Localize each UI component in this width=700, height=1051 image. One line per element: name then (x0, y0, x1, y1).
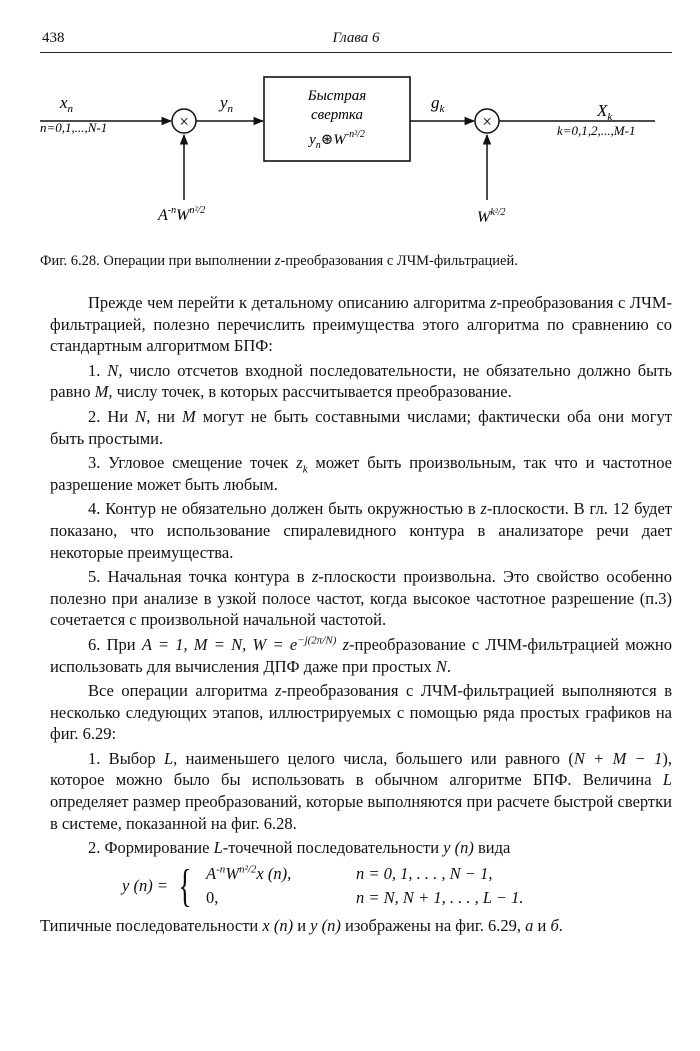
box-line-1: Быстрая (307, 88, 367, 104)
step-1: 1. Выбор L, наименьшего целого числа, большего или равного (N + M − 1), которое можно было бы использовать в обычном алгоритме БПФ. Величина L определяет размер преобразований, которые выполняются при расчете быстрой свертки в системе, показанной на фиг. 6.28. (50, 748, 672, 833)
formula-brace: { (178, 859, 192, 911)
formula-cases (206, 863, 523, 908)
output-label: $X_k$ (597, 101, 613, 123)
list-item-1: 1. N, число отсчетов входной последовательности, не обязательно должно быть равно M, числу точек, в которых рассчитывается преобразование. (50, 360, 672, 402)
page-number: 438 (42, 30, 65, 46)
formula-row1-condition: n = 0, 1, . . . , N − 1, (356, 864, 493, 884)
block-diagram (0, 60, 700, 240)
input-label: $x_n$ (60, 93, 74, 115)
figure-caption: Фиг. 6.28. Операции при выполнении z-преобразования с ЛЧМ-фильтрацией. (40, 253, 518, 269)
box-line-3: $y_n⊛W^{-n^2/2}$ (309, 129, 365, 151)
paragraph-intro: Прежде чем перейти к детальному описанию алгоритма z-преобразования с ЛЧМ-фильтрацией, полезно перечислить преимущества этого алгоритма по сравнению со стандартным алгоритмом БПФ: (50, 293, 672, 356)
paragraph-final: Типичные последовательности x (n) и y (n) изображены на фиг. 6.29, а и б. (40, 915, 563, 935)
piecewise-formula (122, 859, 672, 911)
list-item-2: 2. Ни N, ни M могут не быть составными числами; фактически оба они могут быть простыми. (50, 406, 672, 448)
body-text (40, 292, 673, 939)
page-header (40, 30, 672, 53)
mult2-input-label: $W^{k^2/2}$ (477, 207, 506, 226)
box-line-2: свертка (310, 107, 364, 123)
multiplier-2-symbol: × (481, 112, 493, 131)
formula-lhs: y (n) = (122, 876, 168, 896)
multiplier-1-symbol: × (178, 112, 190, 131)
formula-row2-condition: n = N, N + 1, . . . , L − 1. (356, 887, 524, 907)
formula-row1-value: $A^{-n}W^{n^2/2}x$ (n), (206, 863, 292, 884)
input-range: n=0,1,...,N-1 (40, 120, 108, 135)
list-item-6: 6. При A = 1, M = N, $W = e^{-j(2\pi/N)}$ z-преобразование с ЛЧМ-фильтрацией можно использовать для вычисления ДПФ даже при простых N. (50, 634, 672, 676)
y-label: $y_n$ (220, 93, 234, 115)
mult1-input-label: $A^{-n}W^{n^2/2}$ (158, 205, 206, 224)
list-item-3: 3. Угловое смещение точек $z_k$ может быть произвольным, так что и частотное разрешение может быть любым. (50, 453, 672, 494)
formula-row2-value: 0, (206, 887, 219, 907)
g-label: $g_k$ (431, 93, 445, 115)
list-item-4: 4. Контур не обязательно должен быть окружностью в z-плоскости. В гл. 12 будет показано, что использование спиралевидного контура в анализаторе речи дает некоторые преимущества. (50, 499, 672, 562)
paragraph-operations: Все операции алгоритма z-преобразования с ЛЧМ-фильтрацией выполняются в несколько следующих этапов, иллюстрируемых с помощью ряда простых графиков на фиг. 6.29: (50, 681, 673, 744)
output-range: k=0,1,2,...,M-1 (557, 123, 636, 138)
list-item-5: 5. Начальная точка контура в z-плоскости произвольна. Это свойство особенно полезно при анализе в узкой полосе частот, когда высокое частотное разрешение (п.3) сочетается с произвольной начальной частотой. (50, 567, 672, 630)
step-2: 2. Формирование L-точечной последовательности y (n) вида (88, 838, 511, 858)
running-head: Глава 6 (332, 30, 380, 46)
